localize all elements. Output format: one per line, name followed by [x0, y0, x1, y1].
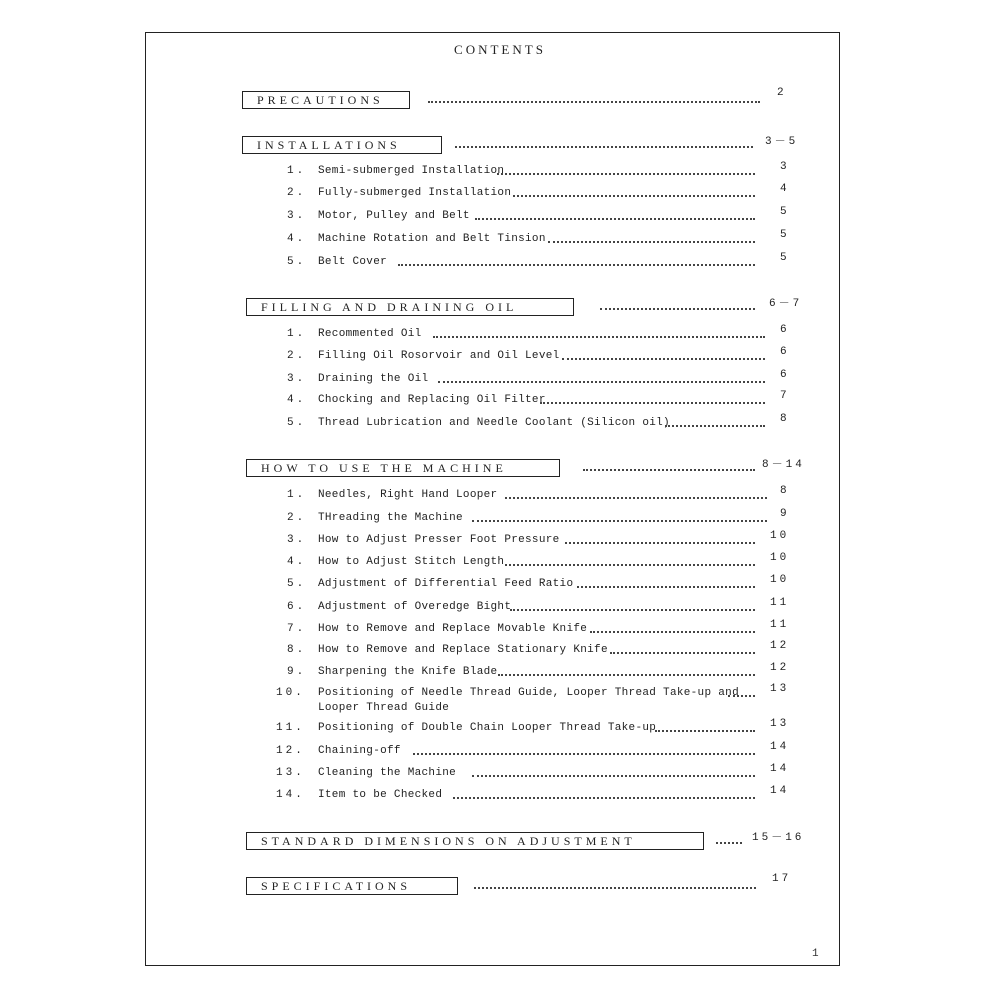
dot-leader [438, 373, 765, 383]
section-heading: SPECIFICATIONS [246, 877, 458, 895]
item-number: 4. [287, 394, 307, 406]
dot-leader [577, 578, 755, 588]
item-number: 5. [287, 417, 307, 429]
dot-leader [510, 601, 755, 611]
item-number: 2. [287, 512, 307, 524]
item-number: 2. [287, 187, 307, 199]
dot-leader [655, 722, 755, 732]
dot-leader [413, 745, 755, 755]
dot-leader [583, 461, 755, 471]
section-heading: INSTALLATIONS [242, 136, 442, 154]
item-label: Semi-submerged Installation [318, 165, 505, 177]
page-number: 1 [812, 948, 819, 960]
dot-leader [540, 394, 765, 404]
item-page-number: 13 [770, 718, 790, 730]
dot-leader [600, 300, 755, 310]
dot-leader [472, 767, 755, 777]
item-page-number: 14 [770, 785, 790, 797]
item-page-number: 10 [770, 552, 790, 564]
item-label: Sharpening the Knife Blade [318, 666, 498, 678]
section-page-number: 6－7 [769, 298, 803, 310]
item-label: Needles, Right Hand Looper [318, 489, 498, 501]
item-number: 13. [276, 767, 305, 779]
dot-leader [590, 623, 755, 633]
page-title: CONTENTS [454, 42, 546, 57]
item-label: Recommented Oil [318, 328, 422, 340]
item-page-number: 11 [770, 597, 790, 609]
section-page-number: 15－16 [752, 832, 805, 844]
item-label: How to Adjust Presser Foot Pressure [318, 534, 560, 546]
item-page-number: 10 [770, 530, 790, 542]
dot-leader [610, 644, 755, 654]
item-label: Fully-submerged Installation [318, 187, 512, 199]
item-page-number: 9 [780, 508, 790, 520]
dot-leader [505, 556, 755, 566]
item-label: Belt Cover [318, 256, 388, 268]
item-number: 8. [287, 644, 307, 656]
dot-leader [498, 666, 755, 676]
item-page-number: 12 [770, 640, 790, 652]
item-label: Positioning of Double Chain Looper Thread Take-up [318, 722, 657, 734]
item-number: 2. [287, 350, 307, 362]
dot-leader [513, 187, 755, 197]
item-label: Thread Lubrication and Needle Coolant (Silicon oil) [318, 417, 670, 429]
section-page-number: 8－14 [762, 459, 805, 471]
section-page-number: 3－5 [765, 136, 799, 148]
dot-leader [433, 328, 765, 338]
item-label: How to Remove and Replace Movable Knife [318, 623, 588, 635]
section-page-number: 17 [772, 873, 792, 885]
dot-leader [562, 350, 765, 360]
item-label: Motor, Pulley and Belt [318, 210, 470, 222]
dot-leader [548, 233, 755, 243]
item-number: 6. [287, 601, 307, 613]
dot-leader [428, 93, 760, 103]
dot-leader [475, 210, 755, 220]
item-page-number: 13 [770, 683, 790, 695]
item-number: 1. [287, 328, 307, 340]
item-page-number: 14 [770, 763, 790, 775]
item-label: Cleaning the Machine [318, 767, 457, 779]
item-number: 7. [287, 623, 307, 635]
section-heading: STANDARD DIMENSIONS ON ADJUSTMENT [246, 832, 704, 850]
dot-leader [505, 489, 767, 499]
item-page-number: 5 [780, 206, 790, 218]
dot-leader [398, 256, 755, 266]
item-label: Positioning of Needle Thread Guide, Looper Thread Take-up and [318, 687, 739, 699]
item-number: 3. [287, 534, 307, 546]
item-page-number: 8 [780, 485, 790, 497]
item-label: Adjustment of Overedge Bight [318, 601, 512, 613]
dot-leader [455, 138, 753, 148]
item-number: 4. [287, 233, 307, 245]
item-page-number: 6 [780, 369, 790, 381]
item-number: 5. [287, 578, 307, 590]
item-number: 3. [287, 210, 307, 222]
item-label: Adjustment of Differential Feed Ratio [318, 578, 574, 590]
item-number: 10. [276, 687, 305, 699]
item-number: 4. [287, 556, 307, 568]
item-label-continued: Looper Thread Guide [318, 702, 450, 714]
section-heading: FILLING AND DRAINING OIL [246, 298, 574, 316]
item-number: 9. [287, 666, 307, 678]
item-page-number: 3 [780, 161, 790, 173]
item-page-number: 8 [780, 413, 790, 425]
item-label: Item to be Checked [318, 789, 443, 801]
section-page-number: 2 [777, 87, 787, 99]
dot-leader [565, 534, 755, 544]
item-number: 3. [287, 373, 307, 385]
dot-leader [472, 512, 767, 522]
dot-leader [716, 834, 742, 844]
item-label: Draining the Oil [318, 373, 429, 385]
item-page-number: 4 [780, 183, 790, 195]
item-label: Filling Oil Rosorvoir and Oil Level [318, 350, 560, 362]
dot-leader [665, 417, 765, 427]
item-page-number: 10 [770, 574, 790, 586]
section-heading: PRECAUTIONS [242, 91, 410, 109]
dot-leader [497, 165, 755, 175]
item-label: Chaining-off [318, 745, 401, 757]
item-number: 1. [287, 165, 307, 177]
item-number: 11. [276, 722, 305, 734]
item-label: Chocking and Replacing Oil Filter [318, 394, 546, 406]
item-page-number: 6 [780, 324, 790, 336]
dot-leader [453, 789, 755, 799]
dot-leader [728, 687, 755, 697]
item-number: 1. [287, 489, 307, 501]
item-page-number: 12 [770, 662, 790, 674]
item-page-number: 5 [780, 229, 790, 241]
item-page-number: 14 [770, 741, 790, 753]
item-page-number: 11 [770, 619, 790, 631]
item-label: How to Remove and Replace Stationary Knife [318, 644, 608, 656]
dot-leader [474, 879, 756, 889]
item-number: 12. [276, 745, 305, 757]
item-page-number: 7 [780, 390, 790, 402]
item-label: THreading the Machine [318, 512, 463, 524]
item-label: Machine Rotation and Belt Tinsion [318, 233, 546, 245]
item-number: 5. [287, 256, 307, 268]
section-heading: HOW TO USE THE MACHINE [246, 459, 560, 477]
item-number: 14. [276, 789, 305, 801]
item-label: How to Adjust Stitch Length [318, 556, 505, 568]
item-page-number: 5 [780, 252, 790, 264]
item-page-number: 6 [780, 346, 790, 358]
